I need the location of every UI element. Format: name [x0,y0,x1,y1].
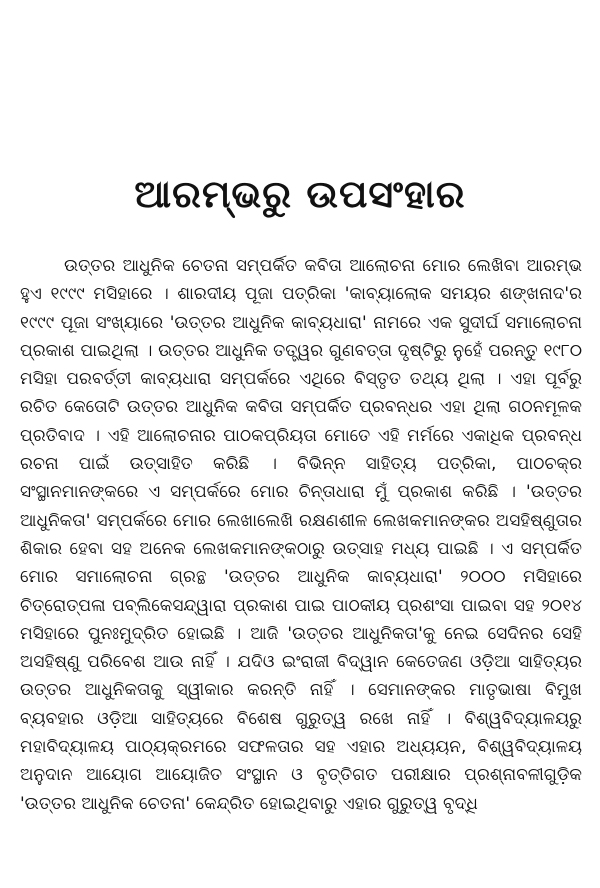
body-paragraph: ଉତ୍ତର ଆଧୁନିକ ଚେତନା ସମ୍ପର୍କିତ କବିତା ଆଲୋଚନା ମୋର ଲେଖିବା ଆରମ୍ଭ ହୁଏ ୧୯୯୯ ମସିହାରେ । ଶାରଦୀୟ ପୂଜା ପତ୍ରିକା 'କାବ୍ୟାଲୋକ ସମୟର ଶଙ୍ଖନାଦ'ର ୧୯୯୯ ପୂଜା ସଂଖ୍ୟାରେ 'ଉତ୍ତର ଆଧୁନିକ କାବ୍ୟଧାରା' ନାମରେ ଏକ ସୁଦୀର୍ଘ ସମାଲୋଚନା ପ୍ରକାଶ ପାଇଥିଲା । ଉତ୍ତର ଆଧୁନିକ ତତ୍ତ୍ୱର ଗୁଣବତ୍ତା ଦୃଷ୍ଟିରୁ ନୁହେଁ ପରନ୍ତୁ ୧୯୮୦ ମସିହା ପରବର୍ତ୍ତୀ କାବ୍ୟଧାରା ସମ୍ପର୍କରେ ଏଥିରେ ବିସ୍ତୃତ ତଥ୍ୟ ଥିଲା । ଏହା ପୂର୍ବରୁ ରଚିତ କେତୋଟି ଉତ୍ତର ଆଧୁନିକ କବିତା ସମ୍ପର୍କିତ ପ୍ରବନ୍ଧର ଏହା ଥିଲା ଗଠନମୂଳକ ପ୍ରତିବାଦ । ଏହି ଆଲୋଚନାର ପାଠକପ୍ରିୟତା ମୋତେ ଏହି ମର୍ମରେ ଏକାଧିକ ପ୍ରବନ୍ଧ ରଚନା ପାଇଁ ଉତ୍ସାହିତ କରିଛି । ବିଭିନ୍ନ ସାହିତ୍ୟ ପତ୍ରିକା, ପାଠଚକ୍ର ସଂସ୍ଥାନମାନଙ୍କରେ ଏ ସମ୍ପର୍କରେ ମୋର ଚିନ୍ତାଧାରା ମୁଁ ପ୍ରକାଶ କରିଛି । 'ଉତ୍ତର ଆଧୁନିକତା' ସମ୍ପର୍କରେ ମୋର ଲେଖାଲେଖି ରକ୍ଷଣଶୀଳ ଲେଖକମାନଙ୍କର ଅସହିଷ୍ଣୁତାର ଶିକାର ହେବା ସହ ଅନେକ ଲେଖକମାନଙ୍କଠାରୁ ଉତ୍ସାହ ମଧ୍ୟ ପାଇଛି । ଏ ସମ୍ପର୍କିତ ମୋର ସମାଲୋଚନା ଗ୍ରନ୍ଥ 'ଉତ୍ତର ଆଧୁନିକ କାବ୍ୟଧାରା' ୨୦୦୦ ମସିହାରେ ଚିତ୍ରୋତ୍ପଳା ପବ୍ଲିକେସନ୍ଦ୍ୱାରା ପ୍ରକାଶ ପାଇ ପାଠକୀୟ ପ୍ରଶଂସା ପାଇବା ସହ ୨୦୧୪ ମସିହାରେ ପୁନଃମୁଦ୍ରିତ ହୋଇଛି । ଆଜି 'ଉତ୍ତର ଆଧୁନିକତା'କୁ ନେଇ ସେଦିନର ସେହି ଅସହିଷ୍ଣୁ ପରିବେଶ ଆଉ ନାହିଁ । ଯଦିଓ ଇଂରାଜୀ ବିଦ୍ୱାନ କେତେଜଣ ଓଡ଼ିଆ ସାହିତ୍ୟର ଉତ୍ତର ଆଧୁନିକତାକୁ ସ୍ୱୀକାର କରନ୍ତି ନାହିଁ । ସେମାନଙ୍କର ମାତୃଭାଷା ବିମୁଖ ବ୍ୟବହାର ଓଡ଼ିଆ ସାହିତ୍ୟରେ ବିଶେଷ ଗୁରୁତ୍ୱ ରଖେ ନାହିଁ । ବିଶ୍ୱବିଦ୍ୟାଳୟରୁ ମହାବିଦ୍ୟାଳୟ ପାଠ୍ୟକ୍ରମରେ ସଫଳତାର ସହ ଏହାର ଅଧ୍ୟୟନ, ବିଶ୍ୱବିଦ୍ୟାଳୟ ଅନୁଦାନ ଆୟୋଗ ଆୟୋଜିତ ସଂସ୍ଥାନ ଓ ବୃତ୍ତିଗତ ପରୀକ୍ଷାର ପ୍ରଶ୍ନାବଳୀଗୁଡ଼ିକ 'ଉତ୍ତର ଆଧୁନିକ ଚେତନା' କେନ୍ଦ୍ରିତ ହୋଇଥିବାରୁ ଏହାର ଗୁରୁତ୍ୱ ବୃଦ୍ଧି [20,256,582,814]
chapter-body [20,252,582,888]
chapter-title: ଆରମ୍ଭରୁ ଉପସଂହାର [134,172,466,216]
